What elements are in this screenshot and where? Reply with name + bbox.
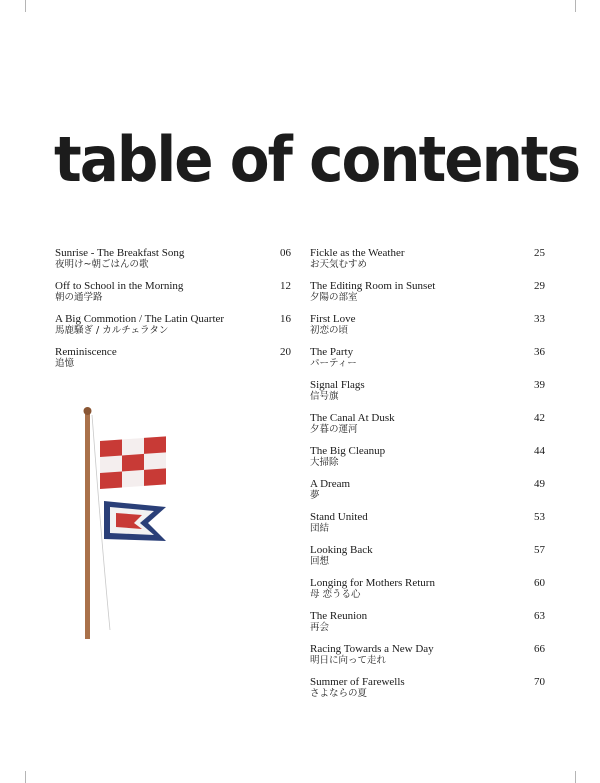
toc-entry-japanese-title: さよならの夏 bbox=[310, 688, 368, 699]
toc-entry-page-number: 25 bbox=[534, 247, 545, 259]
toc-entry-title: The Canal At Dusk bbox=[310, 412, 395, 424]
toc-entry bbox=[310, 445, 545, 478]
toc-entry-japanese-title: 団結 bbox=[310, 523, 330, 534]
toc-entry-page-number: 16 bbox=[280, 313, 291, 325]
toc-entry bbox=[310, 412, 545, 445]
crop-mark bbox=[575, 0, 576, 12]
toc-entry-title: Looking Back bbox=[310, 544, 373, 556]
toc-entry bbox=[55, 346, 291, 379]
toc-entry-japanese-title: 初恋の頃 bbox=[310, 325, 349, 336]
toc-entry-japanese-title: 信号旗 bbox=[310, 391, 339, 402]
toc-entry-japanese-title: 馬鹿騒ぎ / カルチェラタン bbox=[55, 325, 169, 336]
toc-entry bbox=[310, 247, 545, 280]
toc-entry-page-number: 36 bbox=[534, 346, 545, 358]
toc-entry-title: The Party bbox=[310, 346, 354, 358]
checkered-flag bbox=[100, 436, 166, 489]
toc-right-column bbox=[310, 247, 545, 709]
toc-entry-page-number: 42 bbox=[534, 412, 545, 424]
flag-pole bbox=[85, 411, 90, 639]
toc-entry-japanese-title: 母 恋うる心 bbox=[310, 589, 361, 600]
toc-entry-title: Off to School in the Morning bbox=[55, 280, 184, 292]
toc-entry-japanese-title: 明日に向って走れ bbox=[310, 655, 387, 666]
toc-entry-page-number: 20 bbox=[280, 346, 291, 358]
toc-entry-page-number: 44 bbox=[534, 445, 545, 457]
crop-mark bbox=[25, 0, 26, 12]
toc-entry-title: Summer of Farewells bbox=[310, 676, 405, 688]
toc-entry-page-number: 12 bbox=[280, 280, 291, 292]
toc-entry-title: The Reunion bbox=[310, 610, 368, 622]
toc-entry bbox=[310, 478, 545, 511]
pole-finial bbox=[84, 407, 92, 415]
toc-entry bbox=[310, 610, 545, 643]
crop-mark bbox=[575, 771, 576, 783]
toc-entry-japanese-title: 夢 bbox=[310, 490, 320, 501]
toc-left-column bbox=[55, 247, 291, 379]
toc-entry bbox=[310, 313, 545, 346]
toc-entry-page-number: 70 bbox=[534, 676, 545, 688]
toc-entry bbox=[310, 346, 545, 379]
toc-entry-page-number: 33 bbox=[534, 313, 545, 325]
toc-entry-japanese-title: お天気むすめ bbox=[310, 259, 368, 270]
toc-entry-title: Stand United bbox=[310, 511, 368, 523]
pennant-flag bbox=[104, 501, 166, 541]
toc-entry-title: Sunrise - The Breakfast Song bbox=[55, 247, 185, 259]
signal-flags-illustration bbox=[70, 405, 180, 645]
toc-entry bbox=[55, 313, 291, 346]
toc-entry-title: Signal Flags bbox=[310, 379, 365, 391]
toc-entry bbox=[310, 643, 545, 676]
toc-entry-page-number: 49 bbox=[534, 478, 545, 490]
toc-entry-japanese-title: 再会 bbox=[310, 622, 330, 633]
toc-entry-title: Racing Towards a New Day bbox=[310, 643, 434, 655]
toc-entry bbox=[310, 544, 545, 577]
toc-entry-japanese-title: 夕暮の運河 bbox=[310, 424, 358, 435]
toc-entry bbox=[55, 247, 291, 280]
crop-mark bbox=[25, 771, 26, 783]
toc-entry-page-number: 29 bbox=[534, 280, 545, 292]
toc-entry-japanese-title: 追憶 bbox=[55, 358, 75, 369]
toc-entry-title: Reminiscence bbox=[55, 346, 117, 358]
toc-entry-page-number: 63 bbox=[534, 610, 545, 622]
toc-entry-japanese-title: 回想 bbox=[310, 556, 330, 567]
toc-entry-japanese-title: 大掃除 bbox=[310, 457, 339, 468]
toc-entry-page-number: 06 bbox=[280, 247, 291, 259]
toc-entry-title: The Big Cleanup bbox=[310, 445, 386, 457]
toc-entry-page-number: 53 bbox=[534, 511, 545, 523]
toc-entry-page-number: 66 bbox=[534, 643, 545, 655]
toc-entry bbox=[55, 280, 291, 313]
toc-entry-title: Longing for Mothers Return bbox=[310, 577, 435, 589]
toc-entry-title: First Love bbox=[310, 313, 356, 325]
toc-entry-page-number: 60 bbox=[534, 577, 545, 589]
toc-entry-page-number: 39 bbox=[534, 379, 545, 391]
toc-entry bbox=[310, 280, 545, 313]
toc-entry-title: Fickle as the Weather bbox=[310, 247, 405, 259]
toc-entry bbox=[310, 577, 545, 610]
toc-entry-japanese-title: 朝の通学路 bbox=[55, 292, 103, 303]
toc-entry-page-number: 57 bbox=[534, 544, 545, 556]
toc-entry-japanese-title: 夕陽の部室 bbox=[310, 292, 358, 303]
toc-entry bbox=[310, 511, 545, 544]
toc-entry-title: A Big Commotion / The Latin Quarter bbox=[55, 313, 225, 325]
toc-entry-japanese-title: 夜明け~朝ごはんの歌 bbox=[55, 259, 149, 270]
toc-entry-title: The Editing Room in Sunset bbox=[310, 280, 436, 292]
toc-entry bbox=[310, 379, 545, 412]
page-title: table of contents bbox=[54, 122, 580, 197]
toc-entry-title: A Dream bbox=[310, 478, 351, 490]
toc-entry-japanese-title: パーティー bbox=[310, 358, 357, 369]
toc-entry bbox=[310, 676, 545, 709]
